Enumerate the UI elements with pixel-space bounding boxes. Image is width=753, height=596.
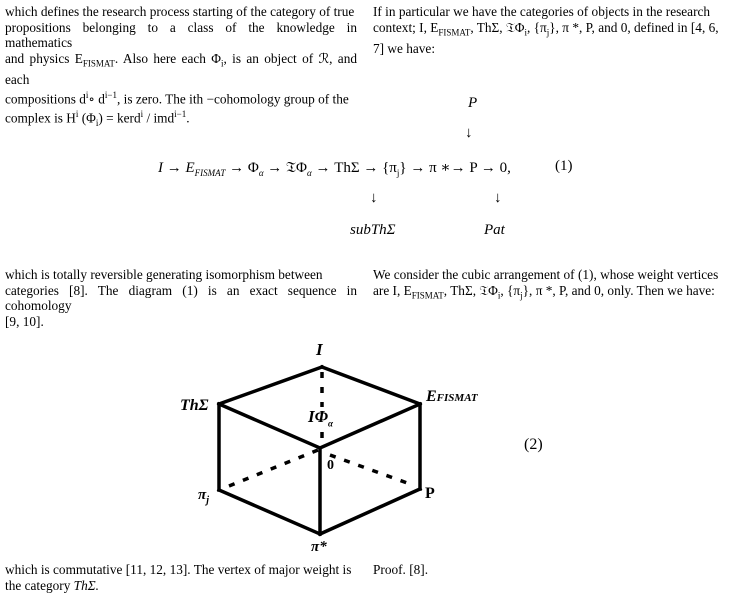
text-line: which defines the research process starting of the category of true [5,4,355,19]
text-line: 7] we have: [373,40,436,56]
text-line: context; I, $E_{FISMAT}$, ThΣ, 𝔗Φ$_i$, $\{\pi_j\}$, π *, P, and 0, defined in [4, 6, [373,19,719,38]
cube-edge [320,404,420,448]
vertex-IPhi: $I\Phi_\alpha$ [308,407,334,429]
text-line: propositions belonging to a class of the knowledge in mathematics [5,19,357,51]
seq-top-label: P [468,95,478,111]
arrow-down-icon: ↓ [465,125,473,141]
vertex-P: P [425,485,435,502]
cube-edge [219,367,322,404]
vertex-zero: 0 [327,458,334,473]
text-line: the category ThΣ. [5,577,99,593]
cube-edge [219,490,320,534]
text-line: categories [8]. The diagram (1) is an exact sequence in cohomology [5,282,357,314]
seq-bottom-right: Pat [484,222,505,238]
left-bottom-paragraph [5,562,357,593]
vertex-ThSigma: ThΣ [180,397,209,414]
vertex-E: EFISMAT [426,388,478,405]
vertex-pi-star: π* [311,539,327,555]
text-line: We consider the cubic arrangement of (1), whose weight vertices [373,267,719,282]
cube-edge [322,367,420,404]
seq-bottom-left: subThΣ [350,222,396,238]
text-line: If in particular we have the categories of objects in the research [373,4,711,19]
text-line: which is totally reversible generating isomorphism between [5,267,323,282]
vertex-I: I [316,340,323,359]
vertex-pi-j: $\pi_j$ [198,487,209,506]
cube-edge [219,404,320,448]
text-line: are I, $E_{FISMAT}$, ThΣ, 𝔗Φ$_i$, $\{\pi_j\}$, π *, P, and 0, only. Then we have: [373,282,715,301]
arrow-down-icon: ↓ [494,190,502,206]
equation-number: (2) [524,436,543,453]
equation-number: (1) [555,158,573,174]
text-line: and physics $E_{FISMAT}$. Also here each $\Phi_i$, is an object of ℛ, and each [5,50,357,88]
text-line: [9, 10]. [5,313,44,329]
text-line: Proof. [8]. [373,562,429,577]
cube-hidden-edge [330,455,410,484]
text-line: which is commutative [11, 12, 13]. The vertex of major weight is [5,562,352,577]
cube-edge [320,489,420,534]
arrow-down-icon: ↓ [370,190,378,206]
cube-hidden-edge [229,450,318,486]
text-line: compositions $d^i\circ$ $d^{i-1}$, is zero. The ith −cohomology group of the [5,89,349,107]
text-line: complex is $H^i$ $(\Phi_i)$ = kerd$^i$ / imd$^{i-1}$. [5,108,190,128]
right-bottom-paragraph [373,562,725,578]
exact-sequence: $I \to E_{FISMAT} \to \Phi_\alpha$ → 𝔗Φ$_\alpha$ → $Th\Sigma \to \{\pi_j\} \to \pi$ ∗→ P → 0, [158,160,511,178]
